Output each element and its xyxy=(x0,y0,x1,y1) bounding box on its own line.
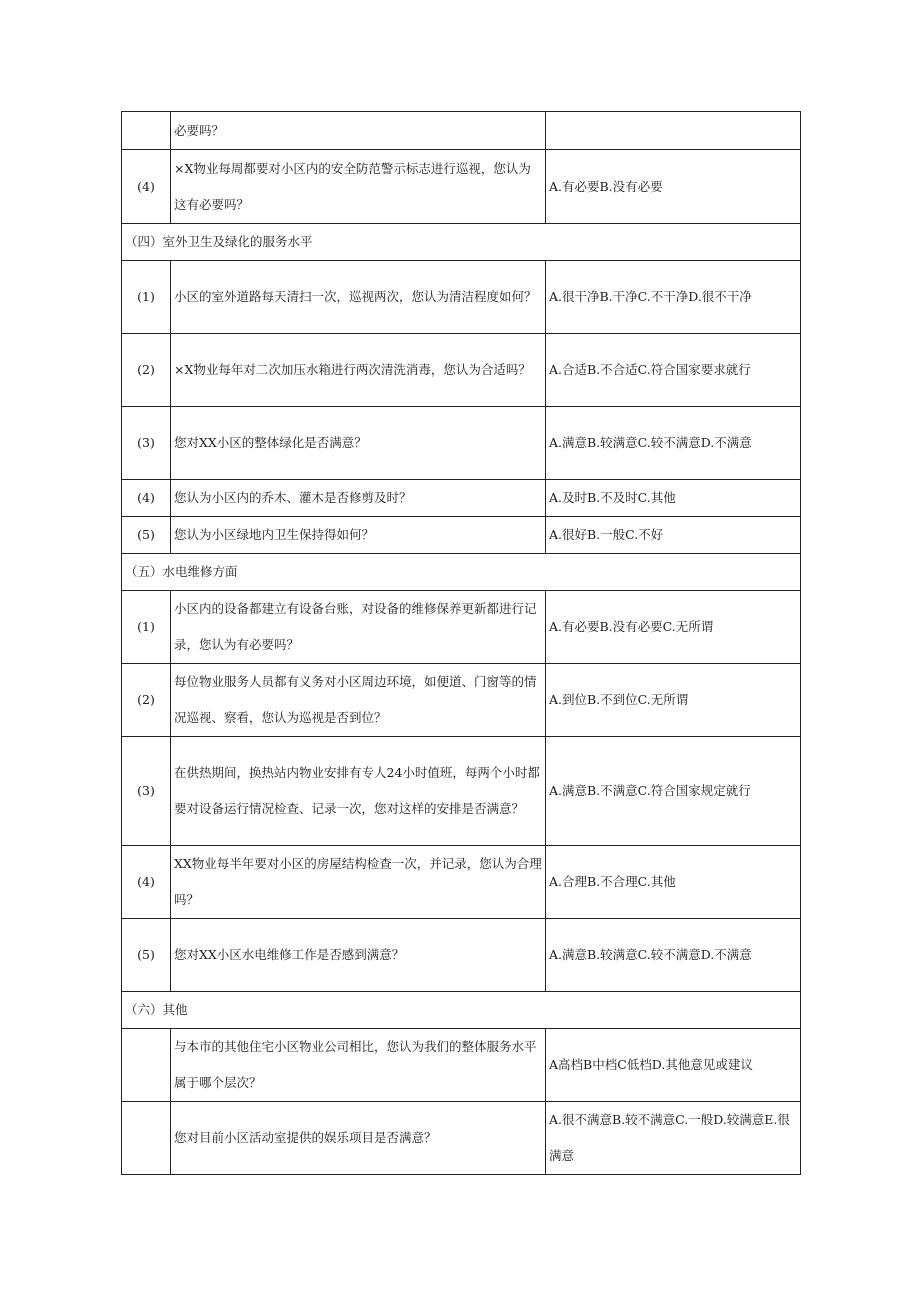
section-row xyxy=(122,992,801,1029)
table-row xyxy=(122,591,801,664)
answer-options: A.满意B.不满意C.符合国家规定就行 xyxy=(546,737,801,846)
question-text: 小区内的设备都建立有设备台账，对设备的维修保养更新都进行记录，您认为有必要吗？ xyxy=(171,591,546,664)
section-row xyxy=(122,554,801,591)
question-text: ×X物业每周都要对小区内的安全防范警示标志进行巡视，您认为这有必要吗？ xyxy=(171,150,546,224)
table-row xyxy=(122,112,801,150)
item-number: (5) xyxy=(122,517,171,554)
item-number xyxy=(122,112,171,150)
question-text: 小区的室外道路每天清扫一次，巡视两次，您认为清洁程度如何？ xyxy=(171,261,546,334)
item-number xyxy=(122,1029,171,1102)
table-row xyxy=(122,261,801,334)
question-text: 您认为小区绿地内卫生保持得如何？ xyxy=(171,517,546,554)
survey-table xyxy=(121,111,801,1175)
section-title: （五）水电维修方面 xyxy=(122,554,801,591)
item-number: (5) xyxy=(122,919,171,992)
question-text: 在供热期间，换热站内物业安排有专人24小时值班，每两个小时都要对设备运行情况检查、记录一次，您对这样的安排是否满意？ xyxy=(171,737,546,846)
question-text: 必要吗？ xyxy=(171,112,546,150)
answer-options: A.合适B.不合适C.符合国家要求就行 xyxy=(546,334,801,407)
question-text: 您对XX小区的整体绿化是否满意？ xyxy=(171,407,546,480)
table-row xyxy=(122,407,801,480)
answer-options: A高档B中档C低档D.其他意见或建议 xyxy=(546,1029,801,1102)
table-row xyxy=(122,737,801,846)
item-number: (4) xyxy=(122,846,171,919)
item-number: (1) xyxy=(122,591,171,664)
answer-options xyxy=(546,112,801,150)
section-row xyxy=(122,224,801,261)
answer-options: A.合理B.不合理C.其他 xyxy=(546,846,801,919)
item-number: (4) xyxy=(122,480,171,517)
table-row xyxy=(122,1102,801,1175)
section-title: （六）其他 xyxy=(122,992,801,1029)
question-text: 您对目前小区活动室提供的娱乐项目是否满意？ xyxy=(171,1102,546,1175)
item-number: (2) xyxy=(122,664,171,737)
answer-options: A.有必要B.没有必要 xyxy=(546,150,801,224)
item-number xyxy=(122,1102,171,1175)
question-text: ×X物业每年对二次加压水箱进行两次清洗消毒，您认为合适吗？ xyxy=(171,334,546,407)
question-text: XX物业每半年要对小区的房屋结构检查一次，并记录，您认为合理吗？ xyxy=(171,846,546,919)
question-text: 您对XX小区水电维修工作是否感到满意？ xyxy=(171,919,546,992)
item-number: (1) xyxy=(122,261,171,334)
answer-options: A.满意B.较满意C.较不满意D.不满意 xyxy=(546,407,801,480)
table-row xyxy=(122,150,801,224)
table-row xyxy=(122,919,801,992)
answer-options: A.及时B.不及时C.其他 xyxy=(546,480,801,517)
item-number: (3) xyxy=(122,407,171,480)
item-number: (4) xyxy=(122,150,171,224)
item-number: (2) xyxy=(122,334,171,407)
question-text: 您认为小区内的乔木、灌木是否修剪及时？ xyxy=(171,480,546,517)
table-row xyxy=(122,846,801,919)
question-text: 每位物业服务人员都有义务对小区周边环境，如便道、门窗等的情况巡视、察看，您认为巡视是否到位？ xyxy=(171,664,546,737)
table-row xyxy=(122,517,801,554)
answer-options: A.很干净B.干净C.不干净D.很不干净 xyxy=(546,261,801,334)
section-title: （四）室外卫生及绿化的服务水平 xyxy=(122,224,801,261)
table-row xyxy=(122,334,801,407)
table-row xyxy=(122,1029,801,1102)
item-number: (3) xyxy=(122,737,171,846)
answer-options: A.到位B.不到位C.无所谓 xyxy=(546,664,801,737)
answer-options: A.有必要B.没有必要C.无所谓 xyxy=(546,591,801,664)
answer-options: A.满意B.较满意C.较不满意D.不满意 xyxy=(546,919,801,992)
table-row xyxy=(122,480,801,517)
table-row xyxy=(122,664,801,737)
answer-options: A.很好B.一般C.不好 xyxy=(546,517,801,554)
survey-sheet xyxy=(121,111,800,1175)
question-text: 与本市的其他住宅小区物业公司相比，您认为我们的整体服务水平属于哪个层次？ xyxy=(171,1029,546,1102)
answer-options: A.很不满意B.较不满意C.一般D.较满意E.很满意 xyxy=(546,1102,801,1175)
